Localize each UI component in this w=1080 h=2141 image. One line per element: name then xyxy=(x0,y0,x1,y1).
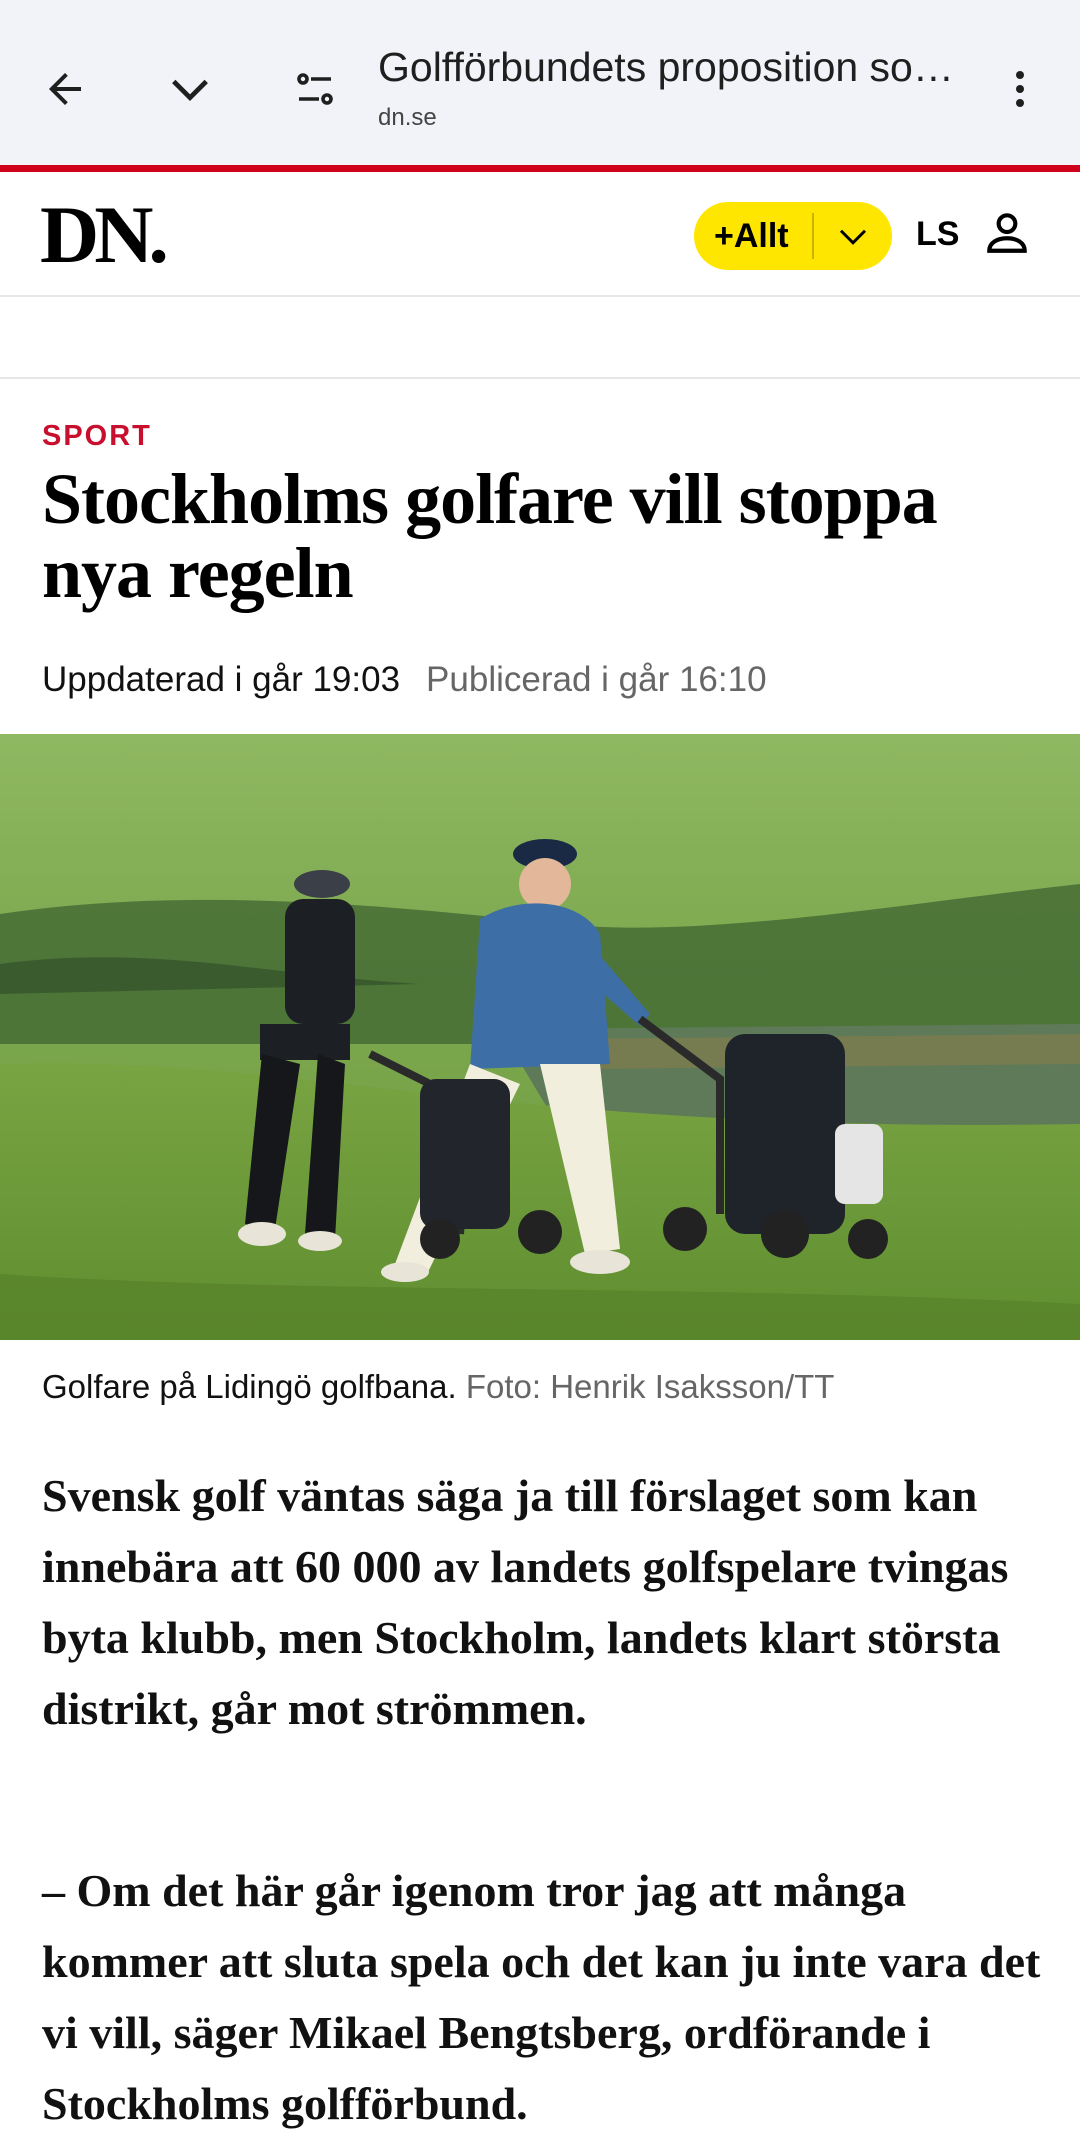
ad-placeholder xyxy=(0,299,1080,379)
golfers-photo xyxy=(0,734,1080,1340)
hero-image[interactable] xyxy=(0,734,1080,1340)
allt-label: +Allt xyxy=(714,216,789,255)
caption-text: Golfare på Lidingö golfbana. xyxy=(42,1368,457,1405)
tab-title[interactable]: Golfförbundets proposition so… xyxy=(378,44,954,90)
page-info-button[interactable] xyxy=(270,44,360,134)
url-domain[interactable]: dn.se xyxy=(378,104,437,131)
site-header xyxy=(0,172,1080,297)
brand-divider xyxy=(0,165,1080,172)
chevron-down-icon xyxy=(835,218,871,254)
user-initials[interactable]: LS xyxy=(916,215,960,253)
updated-time: Uppdaterad i går 19:03 xyxy=(42,660,401,699)
collapse-button[interactable] xyxy=(145,44,235,134)
tune-icon xyxy=(291,65,339,113)
photo-credit: Foto: Henrik Isaksson/TT xyxy=(465,1368,835,1405)
browser-toolbar xyxy=(0,0,1080,168)
arrow-left-icon xyxy=(41,65,89,113)
allt-menu-button[interactable] xyxy=(694,202,892,270)
image-caption xyxy=(42,1368,834,1406)
article-headline: Stockholms golfare vill stoppa nya regeln xyxy=(42,459,937,613)
dn-logo[interactable]: DN. xyxy=(40,189,164,280)
article-lead: Svensk golf väntas säga ja till förslaget som kan innebära att 60 000 av landets golfspelare tvingas byta klubb, men Stockholm, landets klart största distrikt, går mot strömmen. xyxy=(42,1470,1009,1734)
more-vert-icon xyxy=(996,65,1044,113)
published-time: Publicerad i går 16:10 xyxy=(426,660,767,699)
section-label[interactable]: SPORT xyxy=(42,420,152,452)
article-quote: – Om det här går igenom tror jag att många kommer att sluta spela och det kan ju inte vara det vi vill, säger Mikael Bengtsberg, ordförande i Stockholms golfförbund. xyxy=(42,1865,1041,2129)
account-button[interactable] xyxy=(982,207,1032,257)
back-button[interactable] xyxy=(20,44,110,134)
allt-dropdown[interactable] xyxy=(814,218,892,254)
menu-button[interactable] xyxy=(975,44,1065,134)
person-icon xyxy=(982,207,1032,257)
chevron-down-icon xyxy=(164,63,216,115)
article-timestamps xyxy=(42,660,767,700)
